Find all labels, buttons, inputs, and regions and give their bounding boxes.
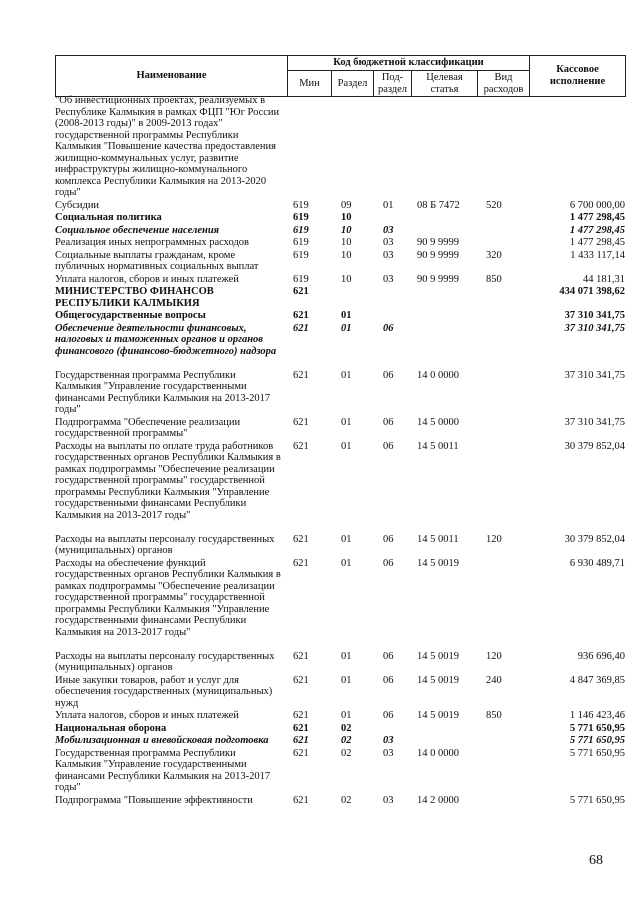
- row-name: Социальная политика: [55, 212, 162, 223]
- row-razdel: 09: [341, 199, 352, 211]
- row-name: Реализация иных непрограммных расходов: [55, 237, 250, 248]
- table-row: [55, 417, 625, 441]
- row-kassovoe: 37 310 341,75: [564, 322, 625, 334]
- row-kassovoe: 37 310 341,75: [564, 416, 625, 428]
- row-celevaya: 14 0 0000: [417, 369, 459, 381]
- row-name: Расходы на выплаты по оплате труда работников государственных органов Республики Калмыкия в рамках подпрограммы "Обеспечение реализации государственной программы" государственной программы Республики Калмыкия "Управление государственными финансами Республики Калмыкия на 2013-2017 годы": [55, 440, 281, 521]
- table-row: [55, 95, 625, 200]
- row-celevaya: 08 Б 7472: [417, 199, 460, 211]
- row-celevaya: 14 5 0019: [417, 710, 459, 721]
- row-min: 619: [293, 224, 309, 236]
- row-name: Подпрограмма "Повышение эффективности: [55, 794, 253, 806]
- row-podrazdel: 06: [383, 710, 394, 721]
- row-podrazdel: 06: [383, 650, 394, 662]
- row-name: Расходы на выплаты персоналу государственных (муниципальных) органов: [55, 533, 275, 556]
- row-podrazdel: 01: [383, 199, 394, 211]
- row-min: 621: [293, 557, 309, 569]
- table-row: [55, 735, 625, 748]
- row-razdel: 10: [341, 212, 352, 223]
- row-kassovoe: 4 847 369,85: [569, 674, 625, 686]
- row-name: Иные закупки товаров, работ и услуг для обеспечения государственных (муниципальных) нужд: [55, 674, 273, 709]
- header-celevaya: Целевая статья: [412, 71, 478, 97]
- row-kassovoe: 5 771 650,95: [569, 722, 625, 734]
- row-name: Обеспечение деятельности финансовых, налоговых и таможенных органов и органов финансового (финансово-бюджетного) надзора: [55, 322, 277, 357]
- table-row: [55, 710, 625, 723]
- table-row: [55, 651, 625, 675]
- row-kassovoe: 5 771 650,95: [569, 747, 625, 759]
- row-podrazdel: 03: [383, 735, 394, 746]
- row-min: 621: [293, 286, 309, 297]
- row-celevaya: 14 5 0011: [417, 440, 459, 452]
- header-razdel: Раздел: [332, 71, 374, 97]
- row-kassovoe: 30 379 852,04: [564, 533, 625, 545]
- table-row: [55, 237, 625, 250]
- page-number: 68: [589, 853, 603, 868]
- row-min: 619: [293, 212, 309, 223]
- row-razdel: 02: [341, 747, 352, 759]
- row-vid: 120: [486, 650, 502, 662]
- row-name: Социальное обеспечение населения: [55, 224, 220, 236]
- row-podrazdel: 06: [383, 369, 394, 381]
- row-podrazdel: 06: [383, 674, 394, 686]
- row-celevaya: 90 9 9999: [417, 249, 459, 261]
- row-vid: 850: [486, 273, 502, 285]
- row-razdel: 02: [341, 735, 352, 746]
- row-razdel: 10: [341, 224, 352, 236]
- table-row: [55, 675, 625, 711]
- row-name: Уплата налогов, сборов и иных платежей: [55, 273, 239, 285]
- row-name: Субсидии: [55, 199, 100, 211]
- row-vid: 850: [486, 710, 502, 721]
- row-podrazdel: 06: [383, 440, 394, 452]
- table-row: [55, 286, 625, 310]
- row-podrazdel: 03: [383, 249, 394, 261]
- row-name: Подпрограмма "Обеспечение реализации государственной программы": [55, 416, 241, 439]
- row-name: МИНИСТЕРСТВО ФИНАНСОВ РЕСПУБЛИКИ КАЛМЫКИЯ: [55, 286, 214, 309]
- row-podrazdel: 06: [383, 533, 394, 545]
- row-razdel: 02: [341, 722, 352, 734]
- row-kassovoe: 1 477 298,45: [569, 224, 625, 236]
- table-row: [55, 323, 625, 370]
- row-razdel: 01: [341, 674, 352, 686]
- row-podrazdel: 06: [383, 322, 394, 334]
- row-kassovoe: 1 433 117,14: [570, 249, 625, 261]
- row-podrazdel: 03: [383, 747, 394, 759]
- header-code-group: Код бюджетной классификации: [288, 56, 530, 71]
- row-podrazdel: 06: [383, 557, 394, 569]
- row-min: 621: [293, 735, 309, 746]
- row-kassovoe: 1 477 298,45: [569, 212, 625, 223]
- row-min: 619: [293, 249, 309, 261]
- row-celevaya: 14 0 0000: [417, 747, 459, 759]
- row-kassovoe: 6 700 000,00: [569, 199, 625, 211]
- row-razdel: 01: [341, 416, 352, 428]
- row-kassovoe: 6 930 489,71: [569, 557, 625, 569]
- row-celevaya: 90 9 9999: [417, 237, 459, 248]
- row-vid: 240: [486, 674, 502, 686]
- row-kassovoe: 37 310 341,75: [564, 310, 625, 321]
- table-row: [55, 795, 625, 808]
- row-min: 621: [293, 322, 309, 334]
- table-row: [55, 748, 625, 795]
- row-min: 621: [293, 310, 309, 321]
- row-kassovoe: 37 310 341,75: [564, 369, 625, 381]
- row-min: 621: [293, 650, 309, 662]
- row-podrazdel: 03: [383, 237, 394, 248]
- row-kassovoe: 1 477 298,45: [569, 237, 625, 248]
- row-podrazdel: 06: [383, 416, 394, 428]
- row-min: 621: [293, 674, 309, 686]
- row-min: 619: [293, 237, 309, 248]
- row-min: 621: [293, 440, 309, 452]
- table-row: [55, 558, 625, 651]
- table-row: [55, 225, 625, 238]
- row-vid: 320: [486, 249, 502, 261]
- row-razdel: 01: [341, 533, 352, 545]
- table-row: [55, 274, 625, 287]
- header-vid: Вид расходов: [478, 71, 530, 97]
- row-name: Мобилизационная и вневойсковая подготовка: [55, 735, 269, 746]
- table-header: [55, 55, 626, 97]
- row-podrazdel: 03: [383, 224, 394, 236]
- row-name: Расходы на обеспечение функций государственных органов Республики Калмыкия в рамках подпрограммы "Обеспечение реализации государственной программы" государственной программы Республики Калмыкия "Управление государственными финансами Республики Калмыкия на 2013-2017 годы": [55, 557, 281, 638]
- row-celevaya: 90 9 9999: [417, 273, 459, 285]
- row-podrazdel: 03: [383, 794, 394, 806]
- row-name: Уплата налогов, сборов и иных платежей: [55, 710, 239, 721]
- row-name: Социальные выплаты гражданам, кроме публичных нормативных социальных выплат: [55, 249, 259, 272]
- row-razdel: 01: [341, 310, 352, 321]
- table-row: [55, 723, 625, 736]
- row-podrazdel: 03: [383, 273, 394, 285]
- row-name: Общегосударственные вопросы: [55, 310, 206, 321]
- table-row: [55, 212, 625, 225]
- header-min: Мин: [288, 71, 332, 97]
- row-kassovoe: 936 696,40: [577, 650, 625, 662]
- row-kassovoe: 5 771 650,95: [569, 735, 625, 746]
- row-kassovoe: 30 379 852,04: [564, 440, 625, 452]
- table-row: [55, 250, 625, 274]
- row-name: Расходы на выплаты персоналу государственных (муниципальных) органов: [55, 650, 275, 673]
- row-razdel: 10: [341, 249, 352, 261]
- row-name: "Об инвестиционных проектах, реализуемых в Республике Калмыкия в рамках ФЦП "Юг России (2008-2013 годы)" в 2009-2013 годах" государственной программы Республики Калмыкия "Повышение качества предоставления жилищно-коммунальных услуг, развитие инфраструктуры жилищно-коммунального комплекса Республики Калмыкия на 2013-2020 годы": [55, 95, 280, 198]
- row-celevaya: 14 5 0019: [417, 650, 459, 662]
- row-min: 621: [293, 369, 309, 381]
- row-celevaya: 14 5 0000: [417, 416, 459, 428]
- row-razdel: 01: [341, 440, 352, 452]
- row-celevaya: 14 5 0019: [417, 674, 459, 686]
- row-min: 621: [293, 722, 309, 734]
- row-razdel: 10: [341, 273, 352, 285]
- row-kassovoe: 44 181,31: [583, 273, 625, 285]
- row-min: 619: [293, 273, 309, 285]
- row-razdel: 01: [341, 650, 352, 662]
- row-name: Национальная оборона: [55, 722, 167, 734]
- table-row: [55, 370, 625, 417]
- row-celevaya: 14 5 0019: [417, 557, 459, 569]
- row-min: 621: [293, 794, 309, 806]
- table-body: [55, 95, 625, 807]
- row-razdel: 10: [341, 237, 352, 248]
- table-row: [55, 310, 625, 323]
- row-min: 619: [293, 199, 309, 211]
- row-kassovoe: 434 071 398,62: [559, 286, 625, 297]
- row-razdel: 01: [341, 710, 352, 721]
- row-celevaya: 14 2 0000: [417, 794, 459, 806]
- header-name: Наименование: [56, 56, 288, 97]
- row-min: 621: [293, 533, 309, 545]
- row-razdel: 01: [341, 369, 352, 381]
- row-name: Государственная программа Республики Калмыкия "Управление государственными финансами Республики Калмыкия на 2013-2017 годы": [55, 369, 271, 415]
- row-razdel: 01: [341, 557, 352, 569]
- table-row: [55, 534, 625, 558]
- table-row: [55, 441, 625, 534]
- row-kassovoe: 1 146 423,46: [569, 710, 625, 721]
- row-min: 621: [293, 416, 309, 428]
- row-vid: 520: [486, 199, 502, 211]
- row-kassovoe: 5 771 650,95: [569, 794, 625, 806]
- row-min: 621: [293, 747, 309, 759]
- header-kassovoe: Кассовое исполнение: [530, 56, 626, 97]
- row-celevaya: 14 5 0011: [417, 533, 459, 545]
- row-razdel: 01: [341, 322, 352, 334]
- row-razdel: 02: [341, 794, 352, 806]
- header-podrazdel: Под- раздел: [374, 71, 412, 97]
- row-name: Государственная программа Республики Калмыкия "Управление государственными финансами Республики Калмыкия на 2013-2017 годы": [55, 747, 271, 793]
- row-vid: 120: [486, 533, 502, 545]
- row-min: 621: [293, 710, 309, 721]
- table-row: [55, 200, 625, 213]
